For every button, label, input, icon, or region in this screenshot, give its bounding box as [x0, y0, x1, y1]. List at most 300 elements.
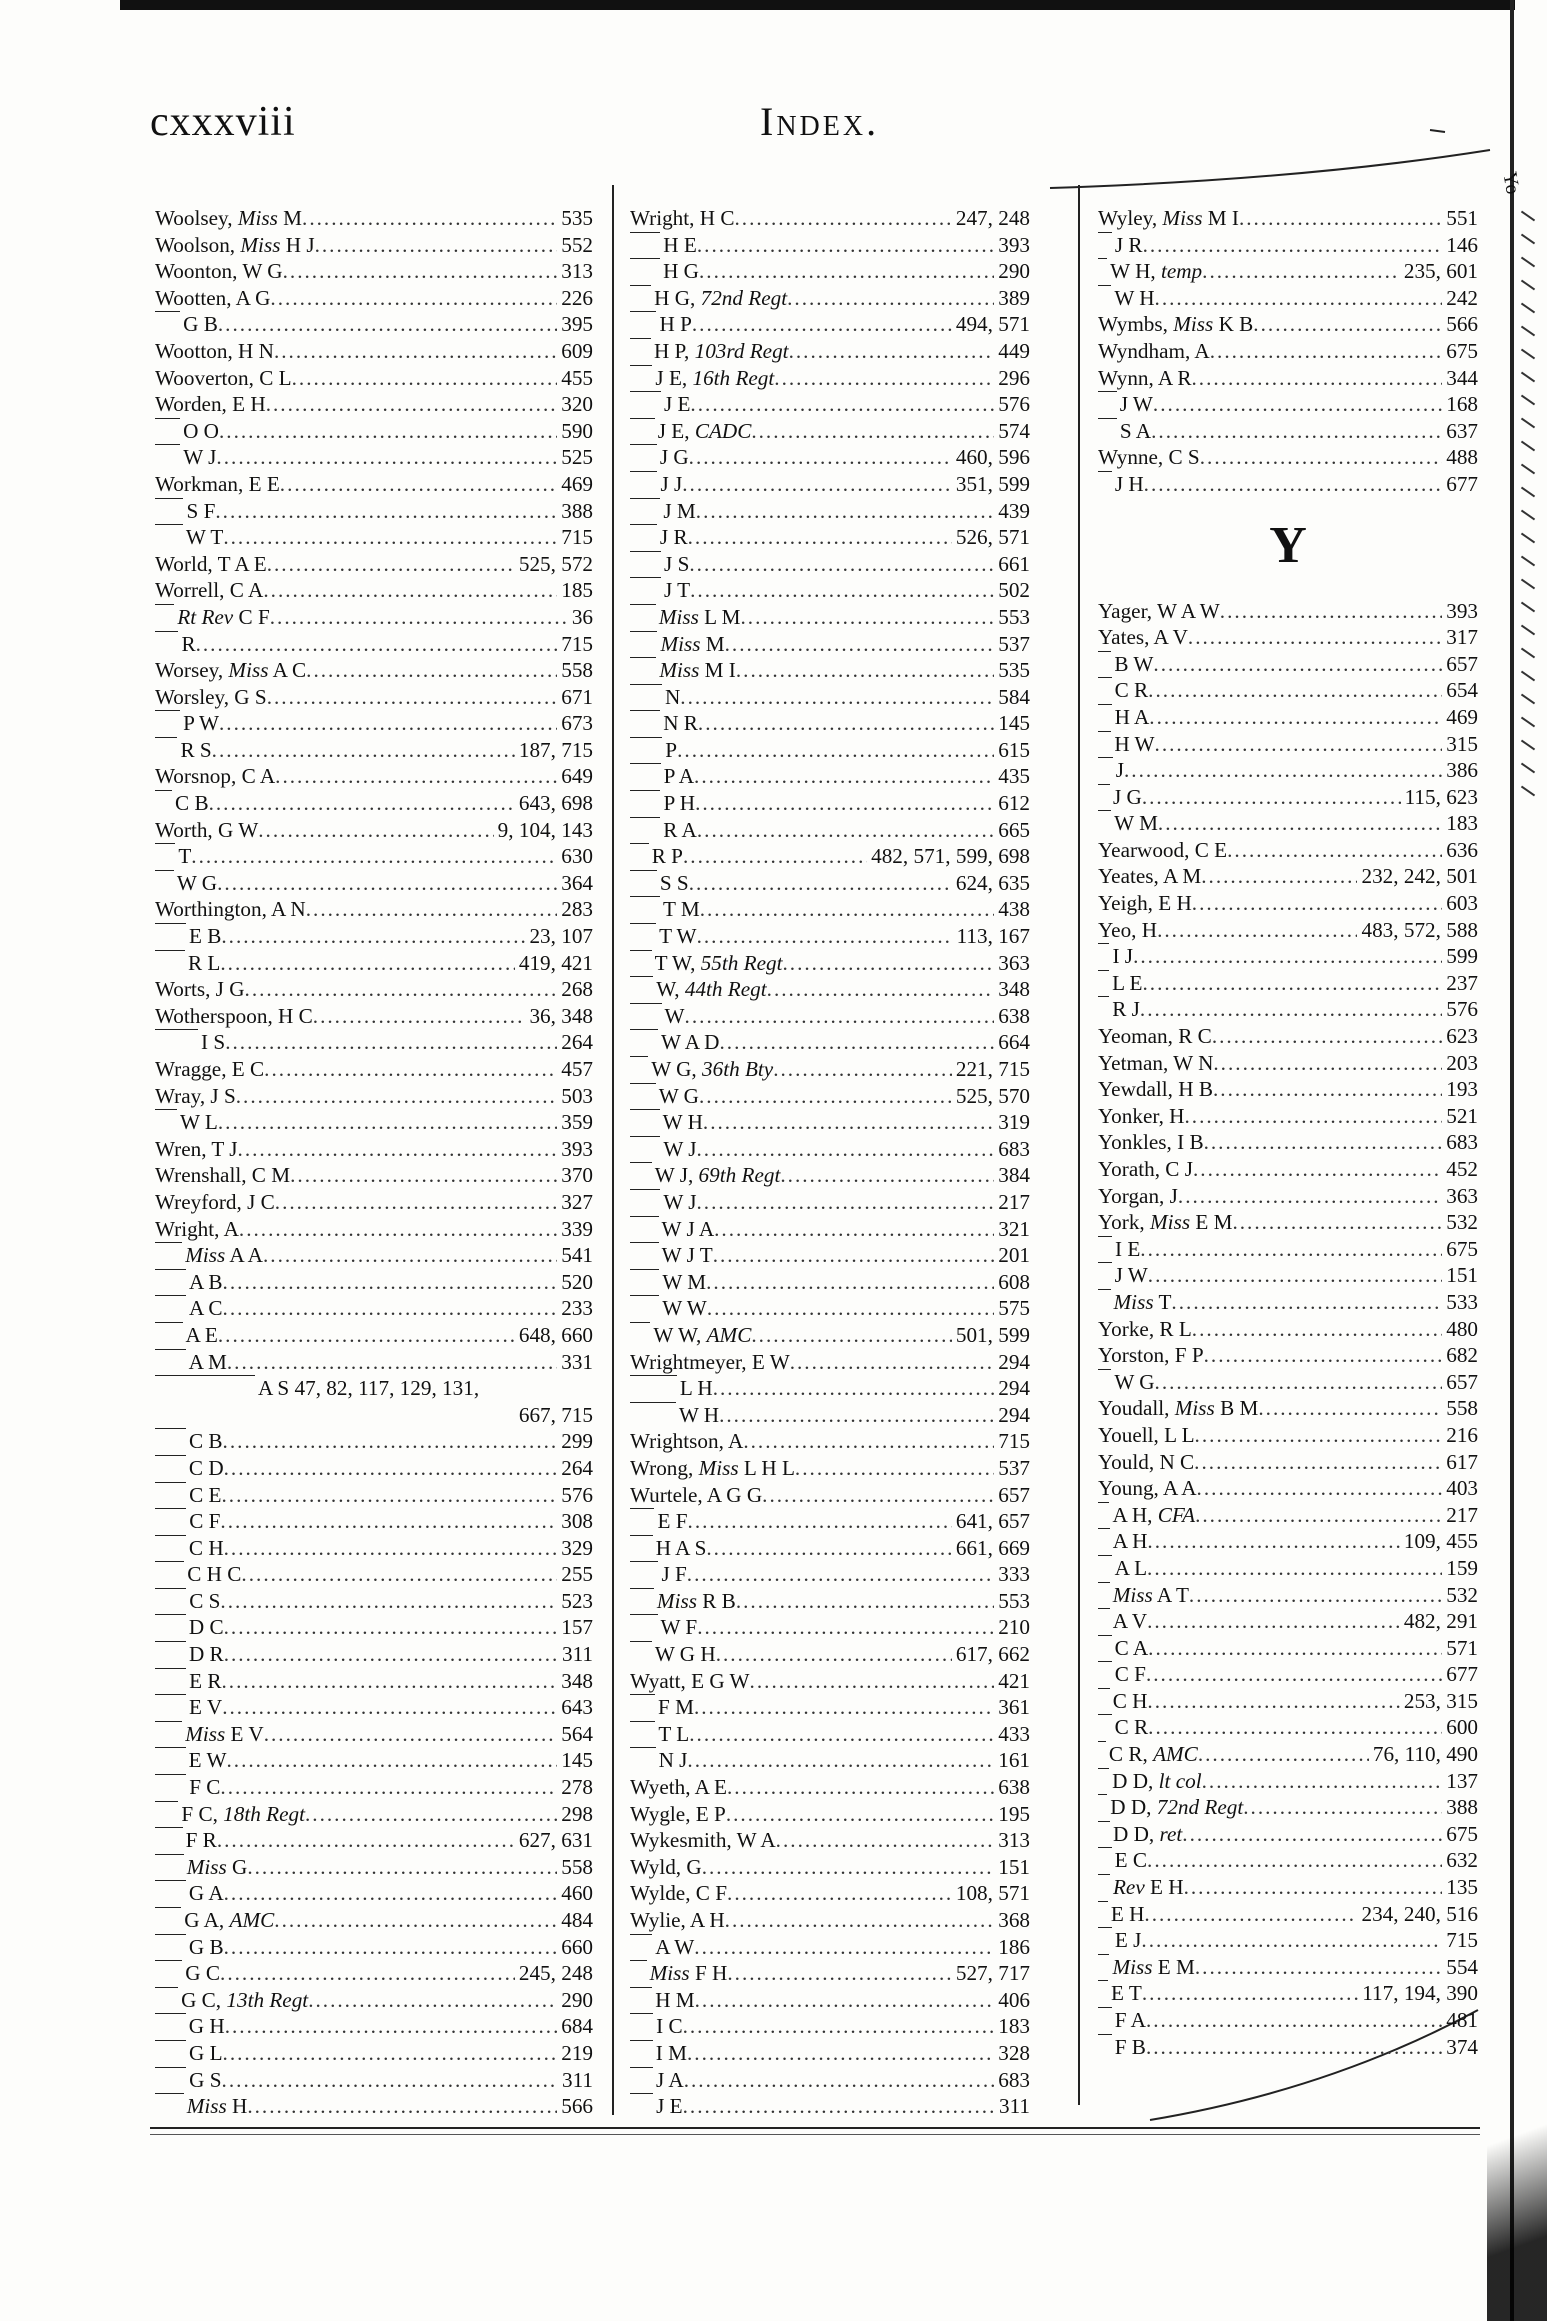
entry-pages: 135: [1446, 1875, 1478, 1900]
repeat-dash: [630, 418, 655, 419]
index-entry: [155, 1455, 593, 1482]
entry-name: R A: [663, 817, 697, 842]
dot-leader: [1213, 1050, 1442, 1077]
index-entry: [155, 1535, 593, 1562]
repeat-dash: [630, 2093, 653, 2094]
repeat-dash: [630, 1934, 652, 1935]
entry-name: T W: [659, 924, 697, 949]
index-entry: [155, 498, 593, 525]
index-entry: [630, 976, 1030, 1003]
entry-pages: 483, 572, 588: [1361, 917, 1478, 942]
dot-leader: [740, 604, 994, 631]
index-entry: [155, 710, 593, 737]
index-entry: [155, 1854, 593, 1881]
entry-pages: 264: [561, 1455, 593, 1480]
entry-name: E F: [657, 1509, 688, 1534]
entry-pages: 311: [562, 2067, 593, 2092]
repeat-dash: [155, 2067, 186, 2068]
index-entry: [1098, 285, 1478, 312]
entry-name: Miss M I: [659, 658, 736, 683]
index-entry: [1098, 418, 1478, 445]
dot-leader: [1213, 1076, 1442, 1103]
index-entry: [630, 1801, 1030, 1828]
entry-name: J F: [661, 1562, 687, 1587]
index-entry: [1098, 1635, 1478, 1662]
entry-pages: 264: [561, 1030, 593, 1055]
entry-pages: 553: [998, 604, 1030, 629]
dot-leader: [727, 1960, 952, 1987]
index-entry: [630, 577, 1030, 604]
index-entry: [155, 1960, 593, 1987]
repeat-dash: [630, 763, 661, 764]
entry-pages: 308: [561, 1509, 593, 1534]
index-entry: [630, 1455, 1030, 1482]
repeat-dash: [630, 1535, 653, 1536]
dot-leader: [685, 1003, 995, 1030]
entry-name: Wylde, C F: [630, 1881, 728, 1906]
index-entry: [630, 1880, 1030, 1907]
dot-leader: [750, 1668, 995, 1695]
index-entry: [1098, 917, 1478, 944]
dot-leader: [697, 232, 994, 259]
repeat-dash: [630, 1109, 660, 1110]
repeat-dash: [155, 1614, 186, 1615]
dot-leader: [274, 338, 557, 365]
dot-leader: [217, 1827, 515, 1854]
entry-pages: 683: [998, 1136, 1030, 1161]
entry-pages: 348: [561, 1668, 593, 1693]
entry-name: H A S: [655, 1535, 707, 1560]
index-entry: [1098, 970, 1478, 997]
entry-name: W G: [176, 870, 218, 895]
index-entry: [155, 1056, 593, 1083]
entry-name: J W: [1114, 1263, 1148, 1288]
repeat-dash: [1098, 1635, 1112, 1636]
entry-pages: 526, 571: [955, 525, 1030, 550]
dot-leader: [224, 1880, 558, 1907]
index-entry: [155, 2067, 593, 2094]
entry-name: Wrightson, A: [630, 1429, 744, 1454]
entry-pages: 393: [1446, 598, 1478, 623]
entry-name: Yeoman, R C: [1098, 1024, 1212, 1049]
entry-name: E H: [1110, 1901, 1145, 1926]
entry-pages: 673: [561, 711, 593, 736]
repeat-dash: [1098, 1901, 1108, 1902]
entry-name: Wurtele, A G G: [630, 1482, 763, 1507]
dot-leader: [1143, 232, 1443, 259]
index-entry: [155, 896, 593, 923]
dot-leader: [283, 258, 558, 285]
repeat-dash: [155, 710, 180, 711]
index-entry: [630, 1189, 1030, 1216]
dot-leader: [790, 1349, 995, 1376]
entry-pages: 527, 717: [955, 1961, 1030, 1986]
entry-name: Yager, W A W: [1098, 598, 1220, 623]
entry-pages: 623: [1446, 1024, 1478, 1049]
dot-leader: [1151, 418, 1442, 445]
entry-pages: 433: [998, 1721, 1030, 1746]
index-entry: [630, 2067, 1030, 2094]
dot-leader: [680, 684, 994, 711]
dot-leader: [695, 790, 994, 817]
entry-pages: 183: [998, 2014, 1030, 2039]
column-divider-2: [1078, 185, 1080, 2105]
dot-leader: [687, 2040, 994, 2067]
entry-name: L H: [679, 1376, 713, 1401]
index-entry: [155, 391, 593, 418]
repeat-dash: [1098, 1582, 1110, 1583]
index-entry: [630, 1694, 1030, 1721]
entry-name: G B: [183, 312, 218, 337]
index-entry: [1098, 1980, 1478, 2007]
index-entry: [1098, 1741, 1478, 1768]
section-letter-y: Y: [1269, 516, 1307, 574]
entry-name: I M: [655, 2040, 687, 2065]
dot-leader: [687, 1561, 994, 1588]
index-entry: [155, 365, 593, 392]
entry-pages: 609: [561, 338, 593, 363]
repeat-dash: [155, 1641, 186, 1642]
entry-pages: 684: [561, 2014, 593, 2039]
index-entry: [155, 2093, 593, 2120]
entry-pages: 313: [561, 259, 593, 284]
index-entry: [630, 498, 1030, 525]
dot-leader: [1239, 205, 1442, 232]
repeat-dash: [155, 1029, 198, 1030]
repeat-dash: [155, 1295, 186, 1296]
dot-leader: [1141, 1927, 1442, 1954]
entry-pages: 183: [1446, 811, 1478, 836]
index-entry: [630, 1854, 1030, 1881]
dot-leader: [795, 1455, 994, 1482]
entry-pages: 665: [998, 817, 1030, 842]
entry-name: D R: [188, 1642, 224, 1667]
entry-pages: 675: [1446, 338, 1478, 363]
index-entry: [630, 631, 1030, 658]
dot-leader: [1192, 365, 1443, 392]
entry-name: J E, CADC: [657, 418, 752, 443]
entry-pages: 247, 248: [955, 206, 1030, 230]
entry-pages: 186: [998, 1934, 1030, 1959]
dot-leader: [774, 365, 994, 392]
entry-pages: 488: [1446, 445, 1478, 470]
dot-leader: [313, 1003, 526, 1030]
dot-leader: [776, 1827, 995, 1854]
dot-leader: [220, 950, 514, 977]
entry-name: Young, A A: [1098, 1476, 1197, 1501]
index-entry: [155, 1375, 593, 1402]
dot-leader: [702, 1854, 995, 1881]
index-entry: [155, 577, 593, 604]
entry-name: Miss T: [1113, 1289, 1172, 1314]
entry-name: Wykesmith, W A: [630, 1828, 776, 1853]
repeat-dash: [630, 365, 652, 366]
index-entry: [155, 258, 593, 285]
index-entry: [630, 311, 1030, 338]
entry-name: W H: [1114, 285, 1155, 310]
dot-leader: [191, 843, 557, 870]
entry-pages: 449: [998, 338, 1030, 363]
dot-leader: [222, 1694, 557, 1721]
dot-leader: [707, 1295, 994, 1322]
entry-name: J: [1115, 758, 1124, 783]
dot-leader: [697, 817, 994, 844]
entry-pages: 351, 599: [955, 471, 1030, 496]
index-entry: [1098, 1555, 1478, 1582]
index-entry: [1098, 1156, 1478, 1183]
entry-name: H G, 72nd Regt: [654, 285, 788, 310]
entry-name: A H: [1112, 1529, 1148, 1554]
entry-pages: 677: [1446, 1662, 1478, 1687]
entry-name: York, Miss E M: [1098, 1210, 1233, 1235]
index-entry: [1098, 311, 1478, 338]
dot-leader: [221, 1482, 557, 1509]
entry-pages: 535: [998, 658, 1030, 683]
index-entry: [630, 1375, 1030, 1402]
dot-leader: [219, 418, 557, 445]
entry-pages: 576: [1446, 997, 1478, 1022]
dot-leader: [219, 710, 557, 737]
dot-leader: [1195, 1954, 1442, 1981]
entry-name: F C, 18th Regt: [181, 1801, 305, 1826]
entry-name: W T: [185, 525, 224, 550]
repeat-dash: [155, 1455, 186, 1456]
entry-name: W G, 36th Bty: [651, 1057, 774, 1081]
entry-name: Miss E V: [185, 1721, 264, 1746]
repeat-dash: [1098, 391, 1117, 392]
entry-name: N J: [658, 1748, 688, 1773]
index-entry: [630, 1428, 1030, 1455]
entry-pages: 319: [998, 1110, 1030, 1135]
index-entry: [630, 1083, 1030, 1110]
repeat-dash: [1098, 1688, 1110, 1689]
entry-name: J S: [664, 551, 690, 576]
entry-pages: 108, 571: [955, 1881, 1030, 1906]
entry-name: Yates, A V: [1098, 625, 1188, 650]
entry-name: W G: [1114, 1369, 1155, 1394]
entry-name: I J: [1112, 944, 1134, 969]
index-entry: [155, 285, 593, 312]
repeat-dash: [155, 498, 183, 499]
index-entry: [1098, 1369, 1478, 1396]
entry-name: J A: [656, 2067, 684, 2092]
index-entry: [1098, 996, 1478, 1023]
entry-pages: 661: [998, 551, 1030, 576]
dot-leader: [1146, 2007, 1442, 2034]
dot-leader: [1184, 1103, 1442, 1130]
entry-name: C H: [1112, 1688, 1148, 1713]
index-entry: [630, 1216, 1030, 1243]
dot-leader: [1210, 338, 1443, 365]
entry-name: W W: [662, 1296, 707, 1321]
entry-pages: 525, 570: [955, 1083, 1030, 1108]
index-entry: [155, 1402, 593, 1429]
dot-leader: [292, 365, 558, 392]
dot-leader: [247, 2093, 557, 2120]
index-entry: [1098, 1927, 1478, 1954]
entry-name: C A: [1114, 1635, 1149, 1660]
index-entry: [630, 1029, 1030, 1056]
entry-name: J G: [659, 445, 689, 470]
index-entry: [1098, 1449, 1478, 1476]
entry-name: W J: [663, 1189, 697, 1214]
entry-pages: 233: [561, 1296, 593, 1321]
entry-pages: 195: [998, 1801, 1030, 1826]
repeat-dash: [630, 1747, 656, 1748]
index-entry: [155, 1162, 593, 1189]
entry-pages: 715: [561, 525, 593, 550]
entry-name: Yorgan, J: [1098, 1183, 1178, 1208]
entry-pages: 574: [998, 418, 1030, 443]
entry-pages: 315: [1446, 731, 1478, 756]
entry-name: Yearwood, C E: [1098, 837, 1228, 862]
entry-name: Miss R B: [656, 1588, 736, 1613]
entry-pages: 525: [561, 445, 593, 470]
entry-pages: 321: [998, 1216, 1030, 1241]
entry-name: Wooverton, C L: [155, 365, 292, 390]
entry-name: H A: [1114, 704, 1150, 729]
index-entry: [155, 1428, 593, 1455]
repeat-dash: [630, 684, 662, 685]
index-entry: [630, 923, 1030, 950]
repeat-dash: [155, 870, 174, 871]
entry-name: Youdall, Miss B M: [1098, 1396, 1259, 1421]
dot-leader: [1193, 1156, 1442, 1183]
entry-pages: 566: [561, 2094, 593, 2119]
dot-leader: [306, 657, 557, 684]
entry-pages: 608: [998, 1269, 1030, 1294]
entry-name: B W: [1114, 651, 1154, 676]
entry-pages: 168: [1446, 392, 1478, 417]
entry-name: G C: [185, 1961, 221, 1986]
repeat-dash: [630, 1641, 652, 1642]
index-entry: [155, 311, 593, 338]
index-entry: [155, 1934, 593, 1961]
dot-leader: [1149, 704, 1442, 731]
index-entry: [1098, 365, 1478, 392]
repeat-dash: [630, 790, 660, 791]
entry-name: J E: [656, 2094, 683, 2119]
index-entry: [630, 1987, 1030, 2014]
dot-leader: [267, 684, 558, 711]
dot-leader: [217, 870, 557, 897]
entry-name: W G H: [654, 1642, 716, 1667]
index-column-1: [155, 205, 593, 2120]
entry-pages: 551: [1446, 206, 1478, 230]
entry-pages: 469: [561, 471, 593, 496]
repeat-dash: [630, 923, 656, 924]
entry-name: F R: [185, 1828, 217, 1853]
index-entry: [155, 1694, 593, 1721]
dot-leader: [1157, 917, 1357, 944]
dot-leader: [689, 1721, 994, 1748]
entry-name: Worth, G W: [155, 817, 259, 842]
entry-pages: 210: [998, 1615, 1030, 1640]
entry-name: R L: [188, 950, 221, 975]
index-entry: [155, 471, 593, 498]
dot-leader: [1195, 1502, 1442, 1529]
entry-pages: 294: [998, 1349, 1030, 1374]
entry-pages: 502: [998, 578, 1030, 603]
index-entry: [155, 790, 593, 817]
entry-pages: 648, 660: [518, 1322, 593, 1347]
dot-leader: [726, 1801, 994, 1828]
index-entry: [155, 604, 593, 631]
entry-pages: 615: [998, 737, 1030, 762]
repeat-dash: [630, 1614, 658, 1615]
entry-pages: 537: [998, 631, 1030, 656]
entry-pages: 23, 107: [529, 924, 593, 949]
entry-pages: 641, 657: [955, 1509, 1030, 1534]
entry-name: Woolson, Miss H J: [155, 232, 315, 257]
entry-name: W G: [658, 1083, 699, 1108]
repeat-dash: [1098, 810, 1111, 811]
repeat-dash: [155, 631, 178, 632]
repeat-dash: [155, 1588, 186, 1589]
repeat-dash: [155, 1694, 186, 1695]
index-entry: [630, 763, 1030, 790]
entry-pages: 612: [998, 791, 1030, 816]
entry-name: Worrell, C A: [155, 578, 264, 603]
repeat-dash: [630, 1189, 660, 1190]
index-entry: [1098, 1183, 1478, 1210]
index-entry: [630, 391, 1030, 418]
entry-name: World, T A E: [155, 551, 267, 576]
entry-pages: 255: [561, 1562, 593, 1587]
entry-name: E B: [188, 924, 222, 949]
entry-name: Wymbs, Miss K B: [1098, 312, 1254, 337]
repeat-dash: [155, 950, 185, 951]
entry-pages: 217: [1446, 1502, 1478, 1527]
dot-leader: [224, 1614, 558, 1641]
dot-leader: [1197, 1475, 1443, 1502]
entry-name: Rt Rev C F: [177, 604, 270, 629]
entry-name: Yonkles, I B: [1098, 1130, 1204, 1155]
index-entry: [155, 1349, 593, 1376]
repeat-dash: [155, 1721, 182, 1722]
index-entry: [155, 1827, 593, 1854]
index-entry: [630, 1614, 1030, 1641]
dot-leader: [1148, 677, 1442, 704]
entry-pages: 643: [561, 1695, 593, 1720]
entry-pages: 632: [1446, 1848, 1478, 1873]
repeat-dash: [1098, 1714, 1112, 1715]
repeat-dash: [1098, 1262, 1112, 1263]
dot-leader: [1153, 651, 1442, 678]
entry-pages: 421: [998, 1668, 1030, 1693]
entry-pages: 203: [1446, 1050, 1478, 1075]
entry-name: I C: [656, 2014, 683, 2039]
dot-leader: [212, 737, 515, 764]
entry-pages: 146: [1446, 232, 1478, 257]
index-entry: [155, 950, 593, 977]
entry-name: S F: [186, 498, 216, 523]
dot-leader: [267, 551, 515, 578]
dot-leader: [238, 1136, 558, 1163]
entry-pages: 643, 698: [518, 791, 593, 816]
index-entry: [630, 1003, 1030, 1030]
entry-pages: 457: [561, 1057, 593, 1081]
entry-pages: 329: [561, 1535, 593, 1560]
entry-pages: 460, 596: [955, 445, 1030, 470]
entry-name: W H: [662, 1110, 703, 1135]
entry-name: Yeigh, E H: [1098, 891, 1192, 916]
repeat-dash: [630, 1136, 660, 1137]
repeat-dash: [1098, 1927, 1112, 1928]
entry-name: J W: [1119, 392, 1153, 417]
entry-name: A V: [1112, 1609, 1148, 1634]
entry-pages: 715: [998, 1429, 1030, 1454]
